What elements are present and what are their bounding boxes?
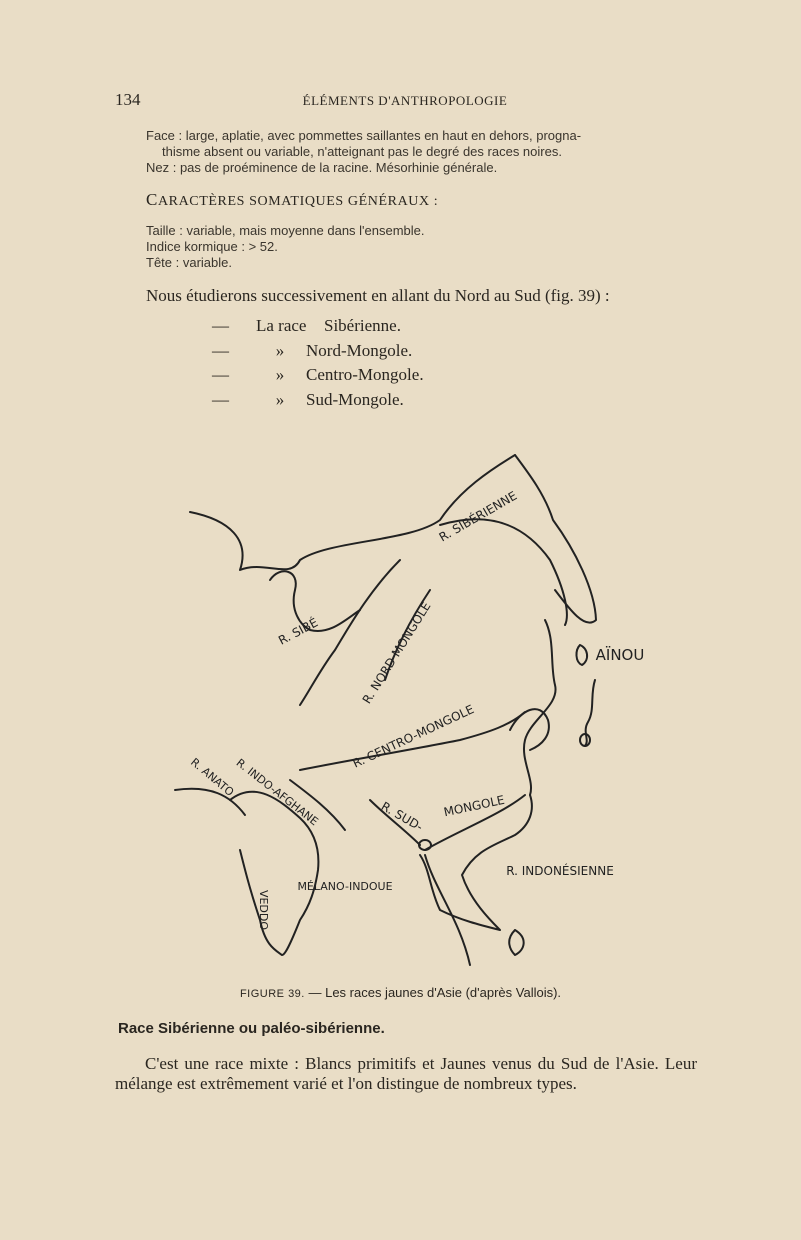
list-item: — » Centro-Mongole. bbox=[212, 365, 424, 384]
west-coast-line bbox=[175, 789, 245, 815]
description-line: Face : large, aplatie, avec pommettes saillantes en haut en dehors, progna- bbox=[146, 128, 582, 143]
page-header bbox=[115, 90, 695, 114]
race-list bbox=[212, 314, 424, 412]
map-label: R. NORD MONGOLE bbox=[359, 599, 434, 707]
map-label: R. INDONÉSIENNE bbox=[506, 864, 614, 878]
map-label: R. ANATO bbox=[188, 755, 237, 800]
map-label: R. SIBÉRIENNE bbox=[436, 488, 520, 545]
map-label: R. SIBÉ bbox=[276, 615, 321, 648]
asia-races-map bbox=[170, 450, 650, 970]
figure-caption: FIGURE 39. — Les races jaunes d'Asie (d'après Vallois). bbox=[239, 985, 562, 1000]
east-coast-line bbox=[515, 455, 596, 623]
map-label: R. CENTRO-MONGOLE bbox=[350, 702, 477, 771]
japan-island bbox=[576, 645, 587, 665]
map-label: MÉLANO-INDOUE bbox=[297, 880, 393, 893]
okhotsk-coast bbox=[524, 620, 556, 795]
north-coast-line bbox=[190, 455, 515, 570]
race-subheading: Race Sibérienne ou paléo-sibérienne. bbox=[118, 1020, 385, 1037]
body-paragraph: C'est une race mixte : Blancs primitifs et Jaunes venus du Sud de l'Asie. Leur mélange est extrêmement varié et l'on distingue de nombreux types. bbox=[115, 1054, 697, 1093]
page-number: 134 bbox=[115, 90, 141, 109]
somatic-line: Tête : variable. bbox=[146, 255, 232, 270]
description-line: thisme absent ou variable, n'atteignant pas le degré des races noires. bbox=[162, 144, 562, 159]
intro-text: Nous étudierons successivement en allant du Nord au Sud (fig. 39) : bbox=[146, 286, 610, 305]
map-label: VEDDO bbox=[257, 889, 270, 931]
map-label: AÏNOU bbox=[595, 646, 645, 664]
description-line: Nez : pas de proéminence de la racine. Mésorhinie générale. bbox=[146, 160, 498, 175]
list-item: — » Nord-Mongole. bbox=[212, 340, 413, 360]
china-coast bbox=[420, 792, 532, 930]
somatic-characters bbox=[146, 223, 706, 271]
map-label: R. INDO-AFGHANE bbox=[233, 756, 321, 829]
island bbox=[509, 930, 523, 955]
face-description bbox=[146, 128, 706, 176]
somatic-line: Taille : variable, mais moyenne dans l'ensemble. bbox=[146, 223, 425, 238]
list-item: — La race Sibérienne. bbox=[212, 316, 401, 335]
japan-island bbox=[585, 680, 595, 746]
map-label: R. SUD- bbox=[378, 799, 426, 834]
somatic-line: Indice kormique : > 52. bbox=[146, 239, 278, 254]
section-heading: CARACTÈRES SOMATIQUES GÉNÉRAUX : bbox=[146, 190, 439, 209]
map-label: MONGOLE bbox=[442, 792, 506, 820]
running-title: ÉLÉMENTS D'ANTHROPOLOGIE bbox=[302, 93, 508, 108]
list-item: — » Sud-Mongole. bbox=[212, 389, 404, 409]
